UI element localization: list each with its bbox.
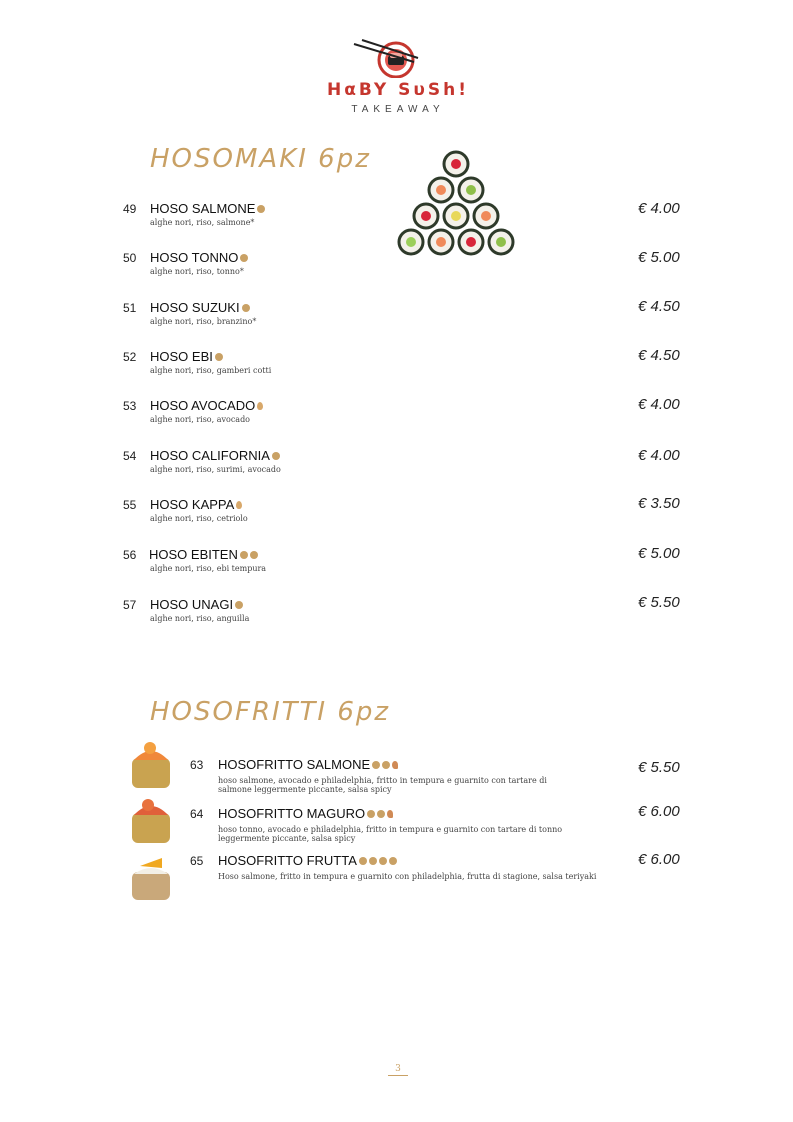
item-number: 49 <box>123 202 137 216</box>
item-name: HOSO AVOCADO <box>150 398 263 413</box>
item-price: € 5.00 <box>638 545 680 562</box>
menu-item <box>123 201 423 241</box>
item-price: € 4.50 <box>638 298 680 315</box>
item-name: HOSO SALMONE <box>150 201 265 216</box>
section-title-hosofritti: HOSOFRITTI 6pz <box>150 697 391 727</box>
gluten-icon <box>250 551 258 559</box>
item-name: HOSO KAPPA <box>150 497 242 512</box>
item-number: 54 <box>123 449 137 463</box>
fish-icon <box>235 601 243 609</box>
sushi-logo-icon <box>352 38 432 78</box>
item-number: 57 <box>123 598 137 612</box>
spicy-icon <box>392 761 398 769</box>
brand-logo <box>318 34 478 124</box>
item-price: € 6.00 <box>638 803 680 820</box>
item-number: 53 <box>123 399 137 413</box>
section-title-hosomaki: HOSOMAKI 6pz <box>150 144 371 174</box>
item-number: 51 <box>123 301 137 315</box>
item-name: HOSO EBITEN <box>149 547 258 562</box>
dairy-icon <box>377 810 385 818</box>
item-price: € 5.50 <box>638 594 680 611</box>
fish-icon <box>359 857 367 865</box>
item-description: alghe nori, riso, ebi tempura <box>150 564 267 573</box>
shrimp-icon <box>240 551 248 559</box>
menu-item <box>123 349 423 389</box>
vegetable-icon <box>236 501 242 509</box>
item-name: HOSO CALIFORNIA <box>150 448 280 463</box>
item-price: € 4.00 <box>638 396 680 413</box>
brand-subtitle: TAKEAWAY <box>351 104 445 115</box>
item-price: € 5.50 <box>638 759 680 776</box>
item-description: alghe nori, riso, branzino* <box>150 317 257 326</box>
item-name: HOSOFRITTO MAGURO <box>218 806 393 821</box>
item-name: HOSOFRITTO SALMONE <box>218 757 398 772</box>
item-description: alghe nori, riso, anguilla <box>150 614 250 623</box>
menu-item <box>123 547 423 587</box>
item-price: € 6.00 <box>638 851 680 868</box>
item-number: 50 <box>123 251 137 265</box>
shellfish-icon <box>272 452 280 460</box>
item-description: Hoso salmone, fritto in tempura e guarnito con philadelphia, frutta di stagione, salsa teriyaki <box>218 872 597 881</box>
item-name: HOSO TONNO <box>150 250 248 265</box>
fish-icon <box>242 304 250 312</box>
item-price: € 4.00 <box>638 447 680 464</box>
menu-item <box>123 448 423 488</box>
fish-icon <box>372 761 380 769</box>
item-price: € 4.00 <box>638 200 680 217</box>
item-price: € 3.50 <box>638 495 680 512</box>
menu-item <box>123 300 423 340</box>
item-price: € 5.00 <box>638 249 680 266</box>
item-name: HOSO SUZUKI <box>150 300 250 315</box>
item-number: 56 <box>123 548 137 562</box>
item-name: HOSO UNAGI <box>150 597 243 612</box>
menu-item <box>190 853 597 893</box>
item-description: alghe nori, riso, avocado <box>150 415 250 424</box>
item-description: alghe nori, riso, tonno* <box>150 267 244 276</box>
item-description: alghe nori, riso, surimi, avocado <box>150 465 281 474</box>
fish-icon <box>240 254 248 262</box>
dairy-icon <box>369 857 377 865</box>
item-description: hoso salmone, avocado e philadelphia, fritto in tempura e guarnito con tartare di salmone leggermente piccante, salsa spicy <box>218 776 547 794</box>
menu-item <box>190 806 570 846</box>
page-number: 3 <box>388 1064 408 1076</box>
vegetable-icon <box>257 402 263 410</box>
menu-item <box>123 597 423 637</box>
hosofritto-salmone-image <box>126 738 176 790</box>
item-description: alghe nori, riso, gamberi cotti <box>150 366 272 375</box>
menu-item <box>123 398 423 438</box>
item-number: 63 <box>190 758 204 772</box>
brand-name: HαBY SυSh! <box>327 80 469 100</box>
menu-item <box>190 757 570 797</box>
item-description: alghe nori, riso, cetriolo <box>150 514 248 523</box>
item-number: 65 <box>190 854 204 868</box>
menu-item <box>123 250 423 290</box>
item-number: 55 <box>123 498 137 512</box>
menu-item <box>123 497 423 537</box>
item-description: alghe nori, riso, salmone* <box>150 218 255 227</box>
soy-icon <box>389 857 397 865</box>
shrimp-icon <box>215 353 223 361</box>
hosofritto-maguro-image <box>126 793 176 845</box>
gluten-icon <box>379 857 387 865</box>
item-price: € 4.50 <box>638 347 680 364</box>
item-name: HOSO EBI <box>150 349 223 364</box>
item-number: 52 <box>123 350 137 364</box>
fish-icon <box>257 205 265 213</box>
item-name: HOSOFRITTO FRUTTA <box>218 853 397 868</box>
dairy-icon <box>382 761 390 769</box>
fish-icon <box>367 810 375 818</box>
spicy-icon <box>387 810 393 818</box>
item-number: 64 <box>190 807 204 821</box>
item-description: hoso tonno, avocado e philadelphia, fritto in tempura e guarnito con tartare di tonno leggermente piccante, salsa spicy <box>218 825 563 843</box>
hosofritto-frutta-image <box>126 850 176 902</box>
